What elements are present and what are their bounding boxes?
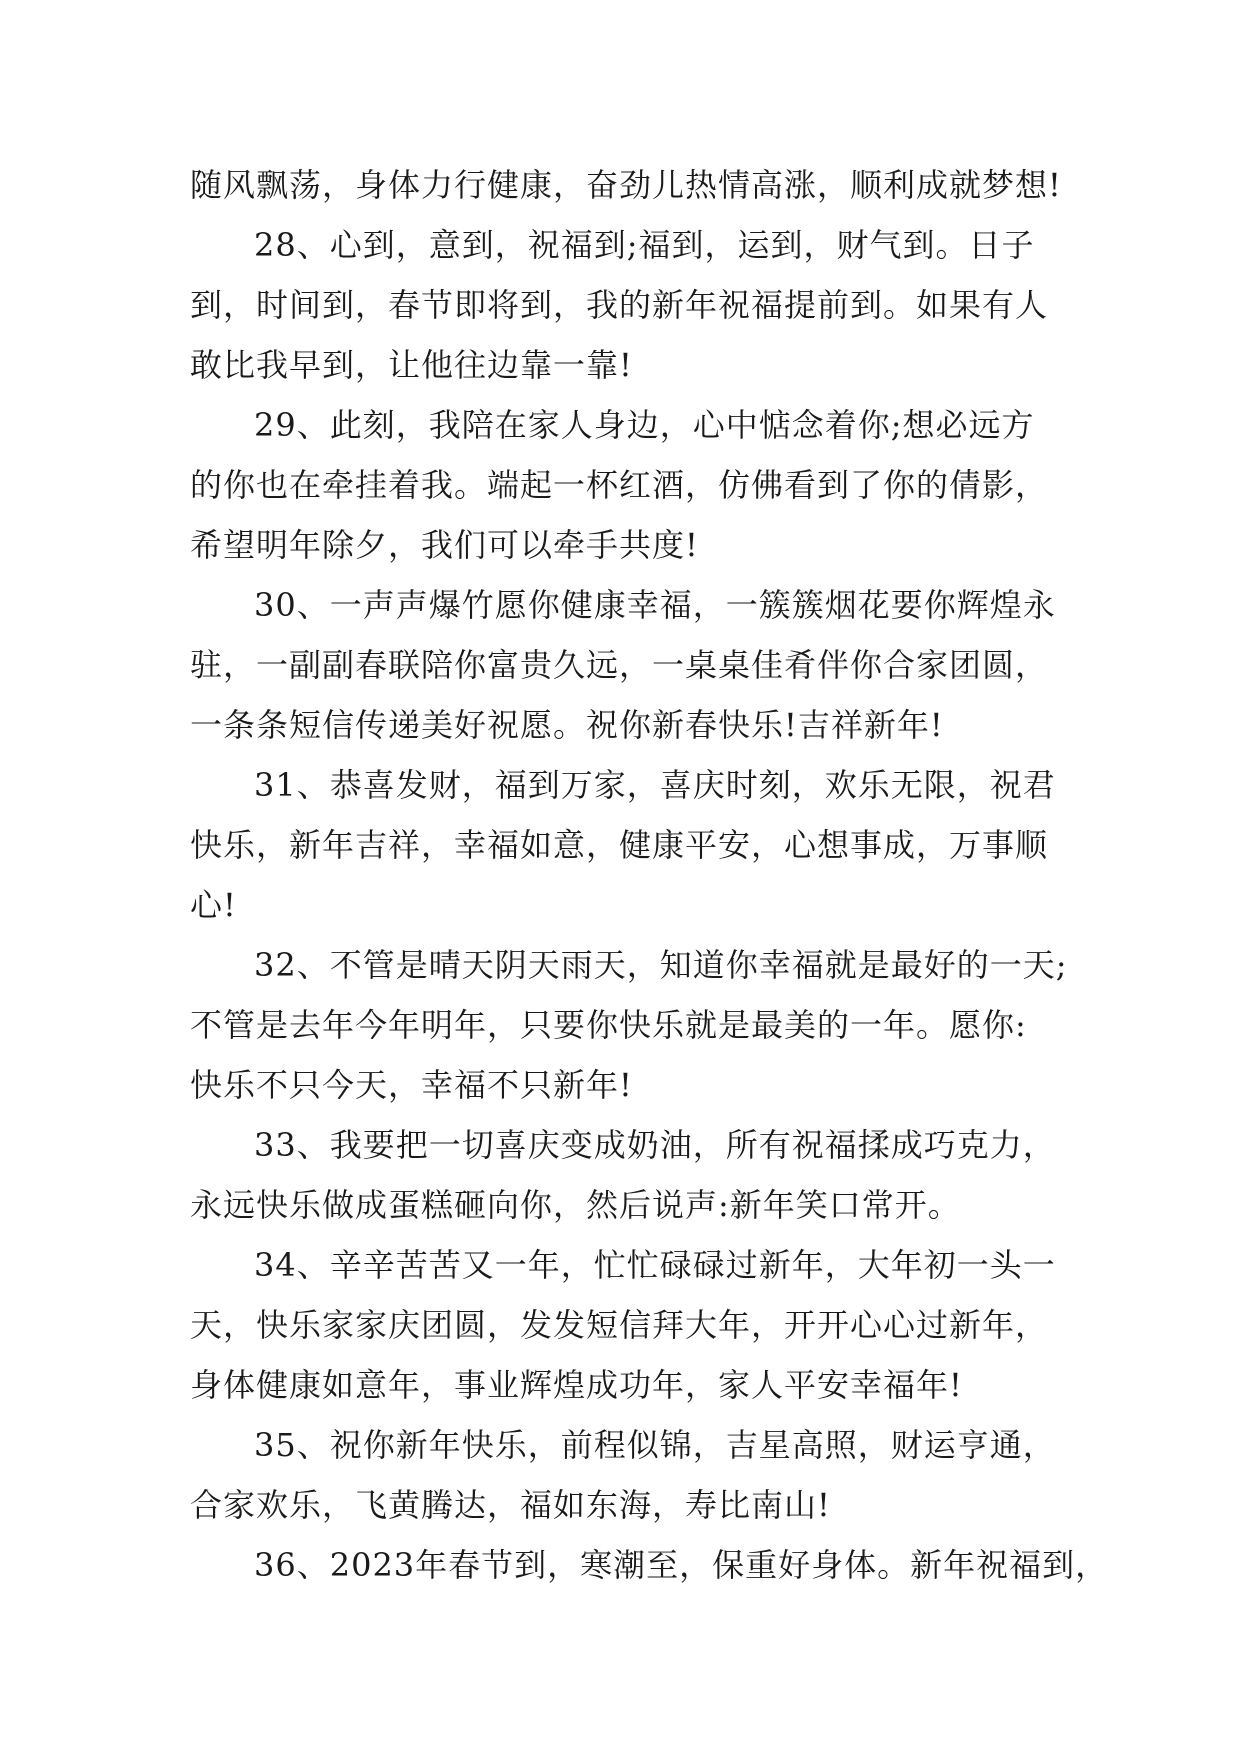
text-line: 希望明年除夕，我们可以牵手共度! — [190, 526, 699, 564]
text-line: 心! — [190, 886, 237, 924]
text-line: 身体健康如意年，事业辉煌成功年，家人平安幸福年! — [190, 1366, 963, 1404]
text-line: 34、辛辛苦苦又一年，忙忙碌碌过新年，大年初一头一 — [254, 1246, 1056, 1284]
text-line: 一条条短信传递美好祝愿。祝你新春快乐!吉祥新年! — [190, 706, 944, 744]
text-line: 快乐不只今天，幸福不只新年! — [190, 1066, 633, 1104]
text-line: 30、一声声爆竹愿你健康幸福，一簇簇烟花要你辉煌永 — [254, 586, 1056, 624]
text-line: 敢比我早到，让他往边靠一靠! — [190, 346, 633, 384]
text-line: 31、恭喜发财，福到万家，喜庆时刻，欢乐无限，祝君 — [254, 766, 1056, 804]
text-line: 不管是去年今年明年，只要你快乐就是最美的一年。愿你: — [190, 1006, 1027, 1044]
text-line: 32、不管是晴天阴天雨天，知道你幸福就是最好的一天; — [254, 946, 1068, 984]
text-line: 36、2023年春节到，寒潮至，保重好身体。新年祝福到， — [254, 1546, 1109, 1584]
text-line: 天，快乐家家庆团圆，发发短信拜大年，开开心心过新年， — [190, 1306, 1049, 1344]
text-line: 合家欢乐，飞黄腾达，福如东海，寿比南山! — [190, 1486, 831, 1524]
text-line: 快乐，新年吉祥，幸福如意，健康平安，心想事成，万事顺 — [190, 826, 1049, 864]
document-body — [190, 155, 1109, 1595]
text-line: 35、祝你新年快乐，前程似锦，吉星高照，财运亨通， — [254, 1426, 1056, 1464]
text-line: 28、心到，意到，祝福到;福到，运到，财气到。日子 — [254, 226, 1035, 264]
text-line: 随风飘荡，身体力行健康，奋劲儿热情高涨，顺利成就梦想! — [190, 166, 1062, 204]
text-line: 永远快乐做成蛋糕砸向你，然后说声:新年笑口常开。 — [190, 1186, 961, 1224]
text-line: 的你也在牵挂着我。端起一杯红酒，仿佛看到了你的倩影， — [190, 466, 1049, 504]
text-line: 33、我要把一切喜庆变成奶油，所有祝福揉成巧克力， — [254, 1126, 1056, 1164]
text-line: 29、此刻，我陪在家人身边，心中惦念着你;想必远方 — [254, 406, 1035, 444]
text-line: 到，时间到，春节即将到，我的新年祝福提前到。如果有人 — [190, 286, 1049, 324]
text-line: 驻，一副副春联陪你富贵久远，一桌桌佳肴伴你合家团圆， — [190, 646, 1049, 684]
